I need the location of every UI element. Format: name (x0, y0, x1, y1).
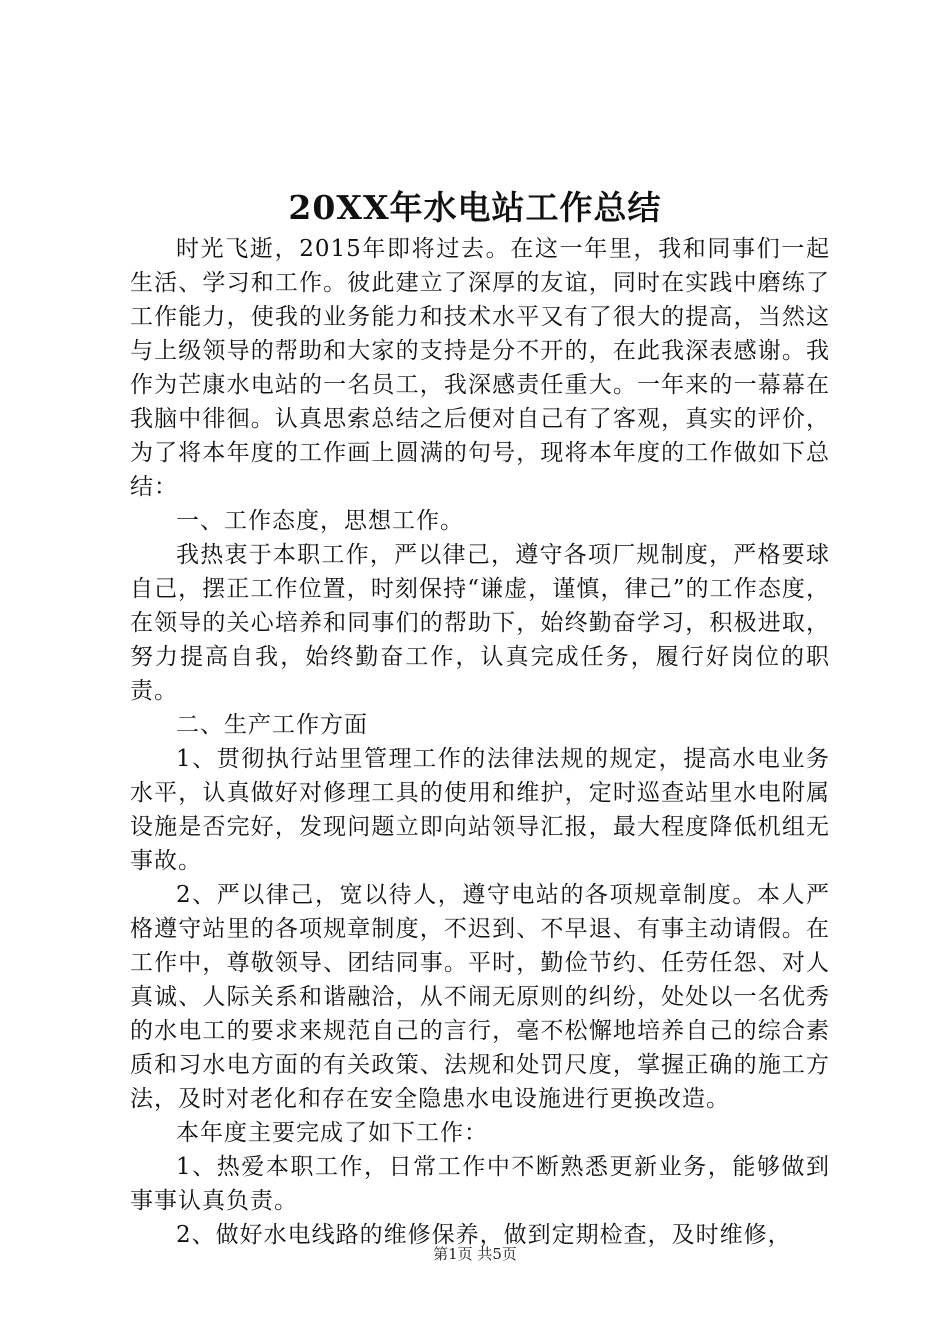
paragraph-work-2: 2、做好水电线路的维修保养，做到定期检查，及时维修， (176, 1222, 792, 1248)
document-title: 20XX年水电站工作总结 (288, 188, 662, 227)
paragraph-attitude: 我热衷于本职工作，严以律己，遵守各项厂规制度，严格要球自己，摆正工作位置，时刻保持“谦虚，谨慎，律己”的工作态度，在领导的关心培养和同事们的帮助下，始终勤奋学习，积极进取，努力提高自我，始终勤奋工作，认真完成任务，履行好岗位的职责。 (130, 542, 830, 704)
paragraph-production-1: 1、贯彻执行站里管理工作的法律法规的规定，提高水电业务水平，认真做好对修理工具的使用和维护，定时巡查站里水电附属设施是否完好，发现问题立即向站领导汇报，最大程度降低机组无事故。 (130, 746, 830, 874)
page-number-footer: 第1页 共5页 (433, 1245, 517, 1263)
section-heading-production: 二、生产工作方面 (176, 712, 368, 738)
paragraph-work-intro: 本年度主要完成了如下工作： (176, 1120, 488, 1146)
paragraph-intro: 时光飞逝，2015年即将过去。在这一年里，我和同事们一起生活、学习和工作。彼此建立了深厚的友谊，同时在实践中磨练了工作能力，使我的业务能力和技术水平又有了很大的提高，当然这与上级领导的帮助和大家的支持是分不开的，在此我深表感谢。我作为芒康水电站的一名员工，我深感责任重大。一年来的一幕幕在我脑中徘徊。认真思索总结之后便对自己有了客观，真实的评价，为了将本年度的工作画上圆满的句号，现将本年度的工作做如下总结： (130, 236, 830, 500)
paragraph-work-1: 1、热爱本职工作，日常工作中不断熟悉更新业务，能够做到事事认真负责。 (130, 1154, 830, 1214)
paragraph-production-2: 2、严以律己，宽以待人，遵守电站的各项规章制度。本人严格遵守站里的各项规章制度，不迟到、不早退、有事主动请假。在工作中，尊敬领导、团结同事。平时，勤俭节约、任劳任怨、对人真诚、人际关系和谐融洽，从不闹无原则的纠纷，处处以一名优秀的水电工的要求来规范自己的言行，毫不松懈地培养自己的综合素质和习水电方面的有关政策、法规和处罚尺度，掌握正确的施工方法，及时对老化和存在安全隐患水电设施进行更换改造。 (130, 882, 830, 1112)
document-body (130, 232, 830, 1252)
section-heading-attitude: 一、工作态度，思想工作。 (176, 508, 464, 534)
